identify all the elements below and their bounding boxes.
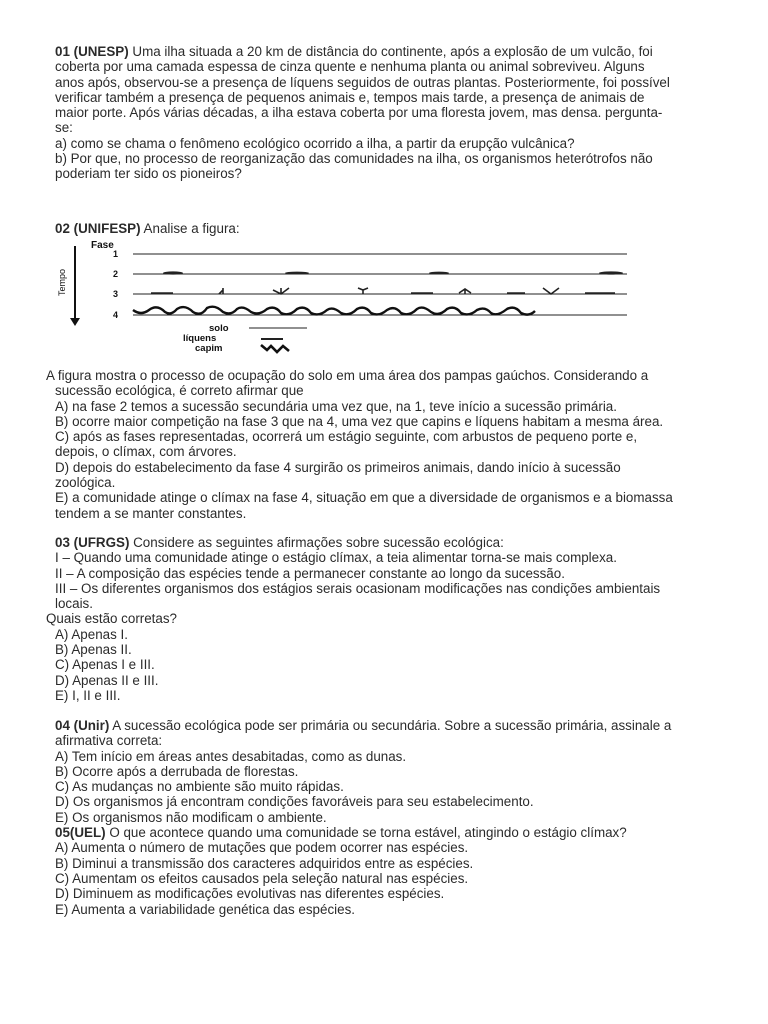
- legend-soil-label: solo: [209, 323, 229, 334]
- q5-option-a: A) Aumenta o número de mutações que podem ocorrer nas espécies.: [55, 840, 469, 856]
- legend-grass-swatch: [261, 345, 289, 352]
- q4-option-c: C) As mudanças no ambiente são muito rápidas.: [55, 779, 344, 795]
- q1-item-a: a) como se chama o fenômeno ecológico ocorrido a ilha, a partir da erupção vulcânica?: [55, 135, 575, 151]
- q2-option-b: B) ocorre maior competição na fase 3 que na 4, uma vez que capins e líquens habitam a mesma área.: [55, 413, 664, 429]
- q2-option-e-cont: tendem a se manter constantes.: [55, 505, 247, 521]
- q2-option-d-cont: zoológica.: [55, 475, 116, 491]
- q3-intro: Considere as seguintes afirmações sobre sucessão ecológica:: [129, 535, 504, 550]
- legend-grass-label: capim: [195, 343, 223, 354]
- question-2-header: [55, 221, 715, 236]
- q3-option-c: C) Apenas I e III.: [55, 657, 155, 673]
- phase-1-number: 1: [113, 249, 119, 259]
- q4-intro: A sucessão ecológica pode ser primária ou secundária. Sobre a sucessão primária, assinale a: [109, 718, 672, 733]
- phase-4-number: 4: [113, 310, 119, 320]
- q3-statement-3: III – Os diferentes organismos dos estágios serais ocasionam modificações nas condições ambientais: [55, 580, 661, 596]
- time-label: Tempo: [57, 268, 67, 296]
- q3-statement-3-cont: locais.: [55, 596, 93, 612]
- q5-option-d: D) Diminuem as modificações evolutivas nas diferentes espécies.: [55, 886, 445, 902]
- q1-line-1: coberta por uma camada espessa de cinza quente e nenhuma planta ou animal sobreviveu. Alguns: [55, 59, 645, 75]
- q4-intro-cont: afirmativa correta:: [55, 733, 163, 749]
- q3-statement-2: II – A composição das espécies tende a permanecer constante ao longo da sucessão.: [55, 565, 565, 581]
- q3-tag: 03 (UFRGS): [55, 535, 130, 550]
- q2-stem-1: sucessão ecológica, é correto afirmar que: [55, 383, 304, 399]
- q1-item-b-cont: poderiam ter sido os pioneiros?: [55, 166, 242, 182]
- succession-figure: [55, 238, 635, 358]
- time-arrow-icon: [70, 318, 80, 326]
- q5-intro: O que acontece quando uma comunidade se torna estável, atingindo o estágio clímax?: [105, 825, 627, 841]
- q5-option-e: E) Aumenta a variabilidade genética das espécies.: [55, 901, 355, 917]
- phase-label: Fase: [91, 240, 114, 251]
- q1-item-b: b) Por que, no processo de reorganização das comunidades na ilha, os organismos heterótrofos não: [55, 151, 653, 167]
- q1-tag: 01 (UNESP): [55, 44, 129, 59]
- q1-line-2: anos após, observou-se a presença de líquens seguidos de outras plantas. Posteriormente, foi possível: [55, 74, 670, 90]
- question-1: [55, 44, 715, 182]
- q3-statement-1: I – Quando uma comunidade atinge o estágio clímax, a teia alimentar torna-se mais complexa.: [55, 550, 617, 566]
- q4-option-e: E) Os organismos não modificam o ambiente.: [55, 809, 327, 825]
- q2-intro: Analise a figura:: [140, 221, 240, 236]
- question-2-body: [46, 368, 726, 521]
- q5-option-b: B) Diminui a transmissão dos caracteres adquiridos entre as espécies.: [55, 855, 474, 871]
- q2-option-d: D) depois do estabelecimento da fase 4 surgirão os primeiros animais, dando início à sucessão: [55, 459, 621, 475]
- q3-question: Quais estão corretas?: [46, 611, 177, 627]
- q4-option-a: A) Tem início em áreas antes desabitadas, como as dunas.: [55, 748, 407, 764]
- q5-tag: 05(UEL): [55, 825, 106, 841]
- q3-option-a: A) Apenas I.: [55, 626, 128, 642]
- q1-line-0: 01 (UNESP) Uma ilha situada a 20 km de distância do continente, após a explosão de um vulcão, foi: [55, 44, 653, 59]
- q5-option-c: C) Aumentam os efeitos causados pela seleção natural nas espécies.: [55, 870, 469, 886]
- q2-option-a: A) na fase 2 temos a sucessão secundária uma vez que, na 1, teve início a sucessão primária.: [55, 398, 617, 414]
- phase-2-number: 2: [113, 269, 119, 279]
- q3-option-e: E) I, II e III.: [55, 687, 121, 703]
- phase-3-number: 3: [113, 289, 119, 299]
- q2-option-e: E) a comunidade atinge o clímax na fase 4, situação em que a diversidade de organismos e a biomassa: [55, 490, 673, 506]
- q2-option-c-cont: depois, o clímax, com árvores.: [55, 444, 237, 460]
- q4-option-b: B) Ocorre após a derrubada de florestas.: [55, 763, 299, 779]
- q2-tag: 02 (UNIFESP): [55, 221, 141, 236]
- q1-line-5: se:: [55, 120, 73, 136]
- q1-line-4: maior porte. Após várias décadas, a ilha estava coberta por uma floresta jovem, mas densa. pergunta-: [55, 105, 663, 121]
- question-3: [46, 535, 726, 703]
- phase-4-grass: [133, 307, 535, 315]
- q2-stem-0: A figura mostra o processo de ocupação do solo em uma área dos pampas gaúchos. Considerando a: [46, 368, 649, 383]
- phase-3-plants: [151, 288, 615, 294]
- legend-lichens-label: líquens: [183, 333, 217, 344]
- q1-line-3: verificar também a presença de pequenos animais e, tempos mais tarde, a presença de animais de: [55, 89, 645, 105]
- question-4: [46, 718, 726, 917]
- q3-option-b: B) Apenas II.: [55, 642, 132, 658]
- q4-tag: 04 (Unir): [55, 718, 110, 733]
- q2-option-c: C) após as fases representadas, ocorrerá um estágio seguinte, com arbustos de pequeno porte e,: [55, 429, 638, 445]
- q4-option-d: D) Os organismos já encontram condições favoráveis para seu estabelecimento.: [55, 794, 534, 810]
- q3-option-d: D) Apenas II e III.: [55, 672, 159, 688]
